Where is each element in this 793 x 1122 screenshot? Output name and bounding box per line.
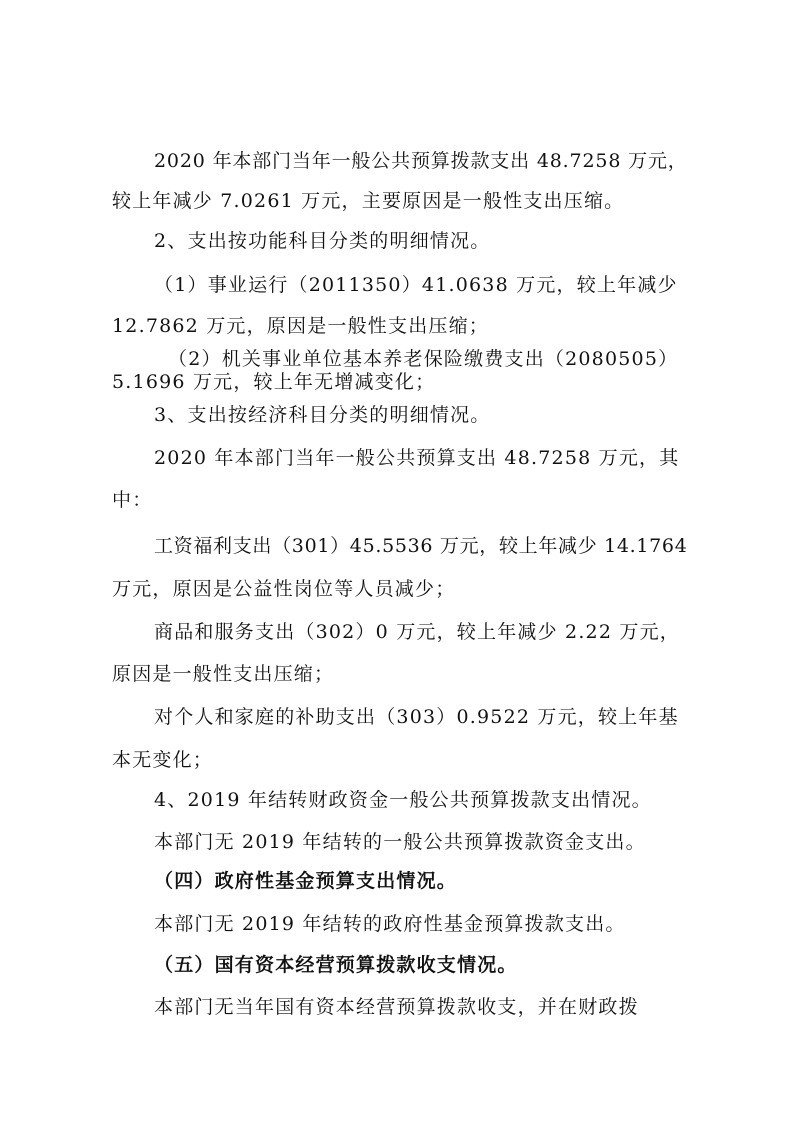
paragraph-line: 中： (112, 489, 153, 511)
paragraph-line: 本部门无 2019 年结转的政府性基金预算拨款支出。 (154, 913, 626, 935)
paragraph-line: 2020 年本部门当年一般公共预算拨款支出 48.7258 万元， (154, 150, 688, 172)
paragraph-line: 较上年减少 7.0261 万元，主要原因是一般性支出压缩。 (112, 190, 625, 212)
paragraph-line: 2020 年本部门当年一般公共预算支出 48.7258 万元，其 (154, 447, 680, 469)
paragraph-line: （2）机关事业单位基本养老保险缴费支出（2080505） (168, 348, 679, 370)
paragraph-line: 对个人和家庭的补助支出（303）0.9522 万元，较上年基 (154, 706, 679, 728)
section-heading: 4、2019 年结转财政资金一般公共预算拨款支出情况。 (154, 789, 652, 811)
paragraph-line: 本部门无 2019 年结转的一般公共预算拨款资金支出。 (154, 831, 646, 853)
paragraph-line: 5.1696 万元，较上年无增减变化； (112, 371, 436, 393)
paragraph-line: 本无变化； (112, 749, 214, 771)
paragraph-line: 工资福利支出（301）45.5536 万元，较上年减少 14.1764 (154, 535, 688, 557)
subsection-heading: （五）国有资本经营预算拨款收支情况。 (154, 954, 518, 976)
subsection-heading: （四）政府性基金预算支出情况。 (154, 870, 458, 892)
paragraph-line: （1）事业运行（2011350）41.0638 万元，较上年减少 (154, 274, 678, 296)
section-heading: 2、支出按功能科目分类的明细情况。 (154, 230, 491, 252)
paragraph-line: 万元，原因是公益性岗位等人员减少； (112, 578, 456, 600)
paragraph-line: 12.7862 万元，原因是一般性支出压缩； (112, 315, 490, 337)
section-heading: 3、支出按经济科目分类的明细情况。 (154, 404, 491, 426)
paragraph-line: 原因是一般性支出压缩； (112, 663, 335, 685)
paragraph-line: 本部门无当年国有资本经营预算拨款收支，并在财政拨 (154, 996, 639, 1018)
paragraph-line: 商品和服务支出（302）0 万元，较上年减少 2.22 万元， (154, 621, 680, 643)
